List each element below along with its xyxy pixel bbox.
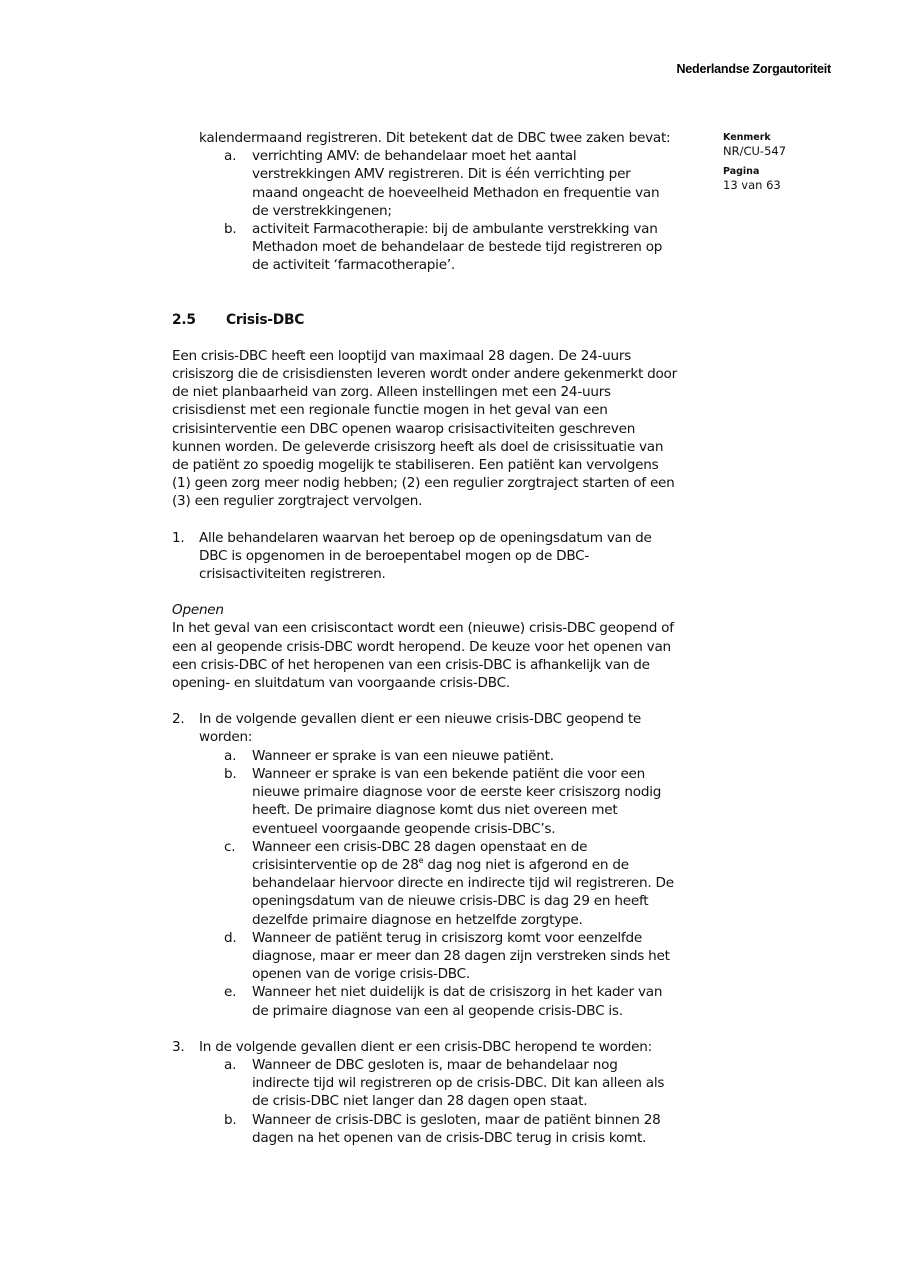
list-marker: 1. bbox=[172, 529, 185, 546]
list-marker: b. bbox=[224, 765, 237, 782]
list-item bbox=[172, 1038, 678, 1147]
list-marker: e. bbox=[224, 984, 237, 1001]
list-item-text: In de volgende gevallen dient er een crisis-DBC heropend te worden: bbox=[199, 1038, 652, 1055]
kenmerk-value: NR/CU-547 bbox=[723, 144, 787, 158]
pagina-label: Pagina bbox=[723, 166, 760, 177]
list-item bbox=[199, 765, 678, 838]
list-marker: 3. bbox=[172, 1038, 185, 1055]
list-item bbox=[199, 1111, 678, 1147]
list-item-text: verrichting AMV: de behandelaar moet het aantal verstrekkingen AMV registreren. Dit is één verrichting per maand ongeacht de hoeveelheid Methadon en frequentie van de verstrekkingenen; bbox=[252, 148, 660, 219]
list-marker: d. bbox=[224, 929, 237, 946]
section-number: 2.5 bbox=[172, 311, 196, 328]
list-item bbox=[199, 747, 678, 765]
openen-paragraph: In het geval van een crisiscontact wordt een (nieuwe) crisis-DBC geopend of een al geopende crisis-DBC wordt heropend. De keuze voor het openen van een crisis-DBC of het heropenen van een crisis-DBC is afhankelijk van de opening- en sluitdatum van voorgaande crisis-DBC. bbox=[172, 620, 674, 692]
list-item bbox=[199, 983, 678, 1019]
document-meta bbox=[723, 132, 853, 200]
document-body bbox=[172, 129, 678, 1147]
section-paragraph: Een crisis-DBC heeft een looptijd van maximaal 28 dagen. De 24-uurs crisiszorg die de crisisdiensten leveren wordt onder andere gekenmerkt door de niet planbaarheid van zorg. Alleen instellingen met een 24-uurs crisisdienst met een regionale functie mogen in het geval van een crisisinterventie een DBC openen waarop crisisactiviteiten geschreven kunnen worden. De geleverde crisiszorg heeft als doel de crisissituatie van de patiënt zo spoedig mogelijk te stabiliseren. Een patiënt kan vervolgens (1) geen zorg meer nodig hebben; (2) een regulier zorgtraject starten of een (3) een regulier zorgtraject vervolgen. bbox=[172, 347, 677, 510]
intro-paragraph: kalendermaand registreren. Dit betekent dat de DBC twee zaken bevat: bbox=[199, 130, 671, 146]
list-item bbox=[199, 1056, 678, 1111]
list-item-text: In de volgende gevallen dient er een nieuwe crisis-DBC geopend te worden: bbox=[199, 711, 642, 746]
list-marker: a. bbox=[224, 747, 237, 764]
intro-list bbox=[172, 147, 678, 274]
list-item-text: Wanneer het niet duidelijk is dat de crisiszorg in het kader van de primaire diagnose van een al geopende crisis-DBC is. bbox=[252, 984, 663, 1019]
rule-list-2 bbox=[172, 710, 678, 1019]
list-item-text: Wanneer de crisis-DBC is gesloten, maar de patiënt binnen 28 dagen na het openen van de crisis-DBC terug in crisis komt. bbox=[252, 1111, 661, 1146]
list-item-text: activiteit Farmacotherapie: bij de ambulante verstrekking van Methadon moet de behandelaar de bestede tijd registreren op de activiteit ‘farmacotherapie’. bbox=[252, 221, 663, 274]
section-heading bbox=[172, 311, 678, 329]
list-item bbox=[199, 838, 678, 929]
list-item-text: Wanneer de patiënt terug in crisiszorg komt voor eenzelfde diagnose, maar er meer dan 28 dagen zijn verstreken sinds het openen van de vorige crisis-DBC. bbox=[252, 929, 670, 983]
list-item bbox=[172, 529, 678, 584]
subheading-openen: Openen bbox=[172, 602, 224, 619]
rule-list-1 bbox=[172, 529, 678, 584]
list-item-text: Wanneer er sprake is van een bekende patiënt die voor een nieuwe primaire diagnose voor de eerste keer crisiszorg nodig heeft. De primaire diagnose komt dus niet overeen met eventueel voorgaande geopende crisis-DBC’s. bbox=[252, 765, 662, 837]
superscript: e bbox=[418, 855, 424, 865]
text-after-sup: dag nog niet is afgerond en de behandelaar hiervoor directe en indirecte tijd wil registreren. De openingsdatum van de nieuwe crisis-DBC is dag 29 en heeft dezelfde primaire diagnose en hetzelfde zorgtype. bbox=[252, 856, 674, 928]
list-item-text: Wanneer er sprake is van een nieuwe patiënt. bbox=[252, 747, 554, 764]
list-marker: b. bbox=[224, 1111, 237, 1128]
section-title: Crisis-DBC bbox=[226, 311, 305, 328]
list-marker: a. bbox=[224, 148, 237, 165]
list-marker: 2. bbox=[172, 711, 185, 728]
list-item-text: Alle behandelaren waarvan het beroep op de openingsdatum van de DBC is opgenomen in de beroepentabel mogen op de DBC-crisisactiviteiten registreren. bbox=[199, 529, 652, 583]
organization-name: Nederlandse Zorgautoriteit bbox=[676, 62, 831, 76]
sub-list bbox=[199, 747, 678, 1020]
list-item-text bbox=[252, 839, 674, 928]
pagina-value: 13 van 63 bbox=[723, 178, 781, 192]
list-item bbox=[172, 220, 678, 275]
list-item-text: Wanneer de DBC gesloten is, maar de behandelaar nog indirecte tijd wil registreren op de crisis-DBC. Dit kan alleen als de crisis-DBC niet langer dan 28 dagen open staat. bbox=[252, 1056, 665, 1110]
list-marker: b. bbox=[224, 221, 237, 238]
rule-list-3 bbox=[172, 1038, 678, 1147]
list-item bbox=[172, 710, 678, 1019]
list-marker: a. bbox=[224, 1056, 237, 1073]
kenmerk-label: Kenmerk bbox=[723, 132, 771, 143]
sub-list bbox=[199, 1056, 678, 1147]
list-item bbox=[199, 929, 678, 984]
list-marker: c. bbox=[224, 838, 236, 855]
list-item bbox=[172, 147, 678, 220]
text-before-sup: Wanneer een crisis-DBC 28 dagen openstaat en de crisisinterventie op de 28 bbox=[252, 838, 588, 873]
